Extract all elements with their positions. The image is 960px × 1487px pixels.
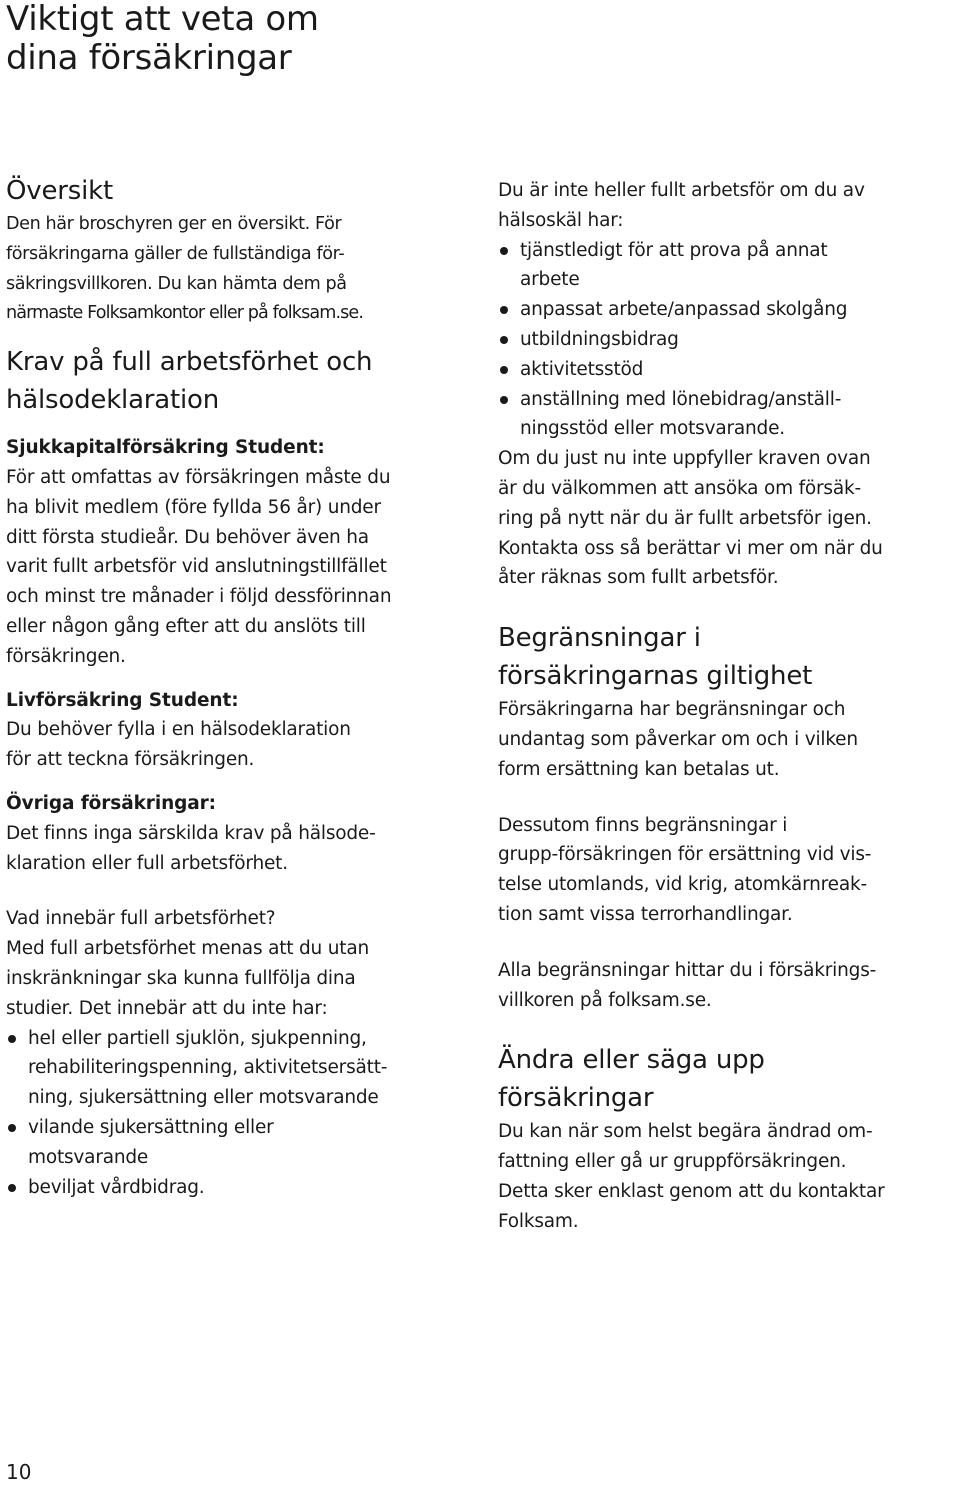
list-item: [498, 385, 958, 445]
text-line: Om du just nu inte uppfyller kraven ovan: [498, 448, 871, 470]
text-line: Alla begränsningar hittar du i försäkrings-: [498, 959, 877, 981]
text-line: Med full arbetsförhet menas att du utan: [6, 938, 369, 960]
oversikt-paragraph: [6, 210, 466, 329]
text-line: telse utomlands, vid krig, atomkärnreak-: [498, 874, 867, 896]
text-line: Dessutom finns begränsningar i: [498, 814, 788, 836]
list-item: [498, 295, 958, 325]
bullet-text-line: utbildningsbidrag: [520, 328, 679, 350]
text-line: grupp-försäkringen för ersättning vid vis-: [498, 844, 872, 866]
begransningar-paragraph-3: [498, 956, 958, 1016]
bullet-text-line: arbete: [520, 269, 580, 291]
oversikt-heading: Översikt: [6, 176, 113, 206]
text-line: Försäkringarna har begränsningar och: [498, 699, 846, 721]
text-line: närmaste Folksamkontor eller på folksam.se.: [6, 303, 364, 324]
andra-heading-line-1: Ändra eller säga upp: [498, 1045, 765, 1076]
krav-heading-line-1: Krav på full arbetsförhet och: [6, 347, 373, 378]
list-item: [6, 1113, 466, 1173]
bullet-text-line: hel eller partiell sjuklön, sjukpenning,: [28, 1027, 367, 1049]
bullet-text-line: aktivitetsstöd: [520, 358, 644, 380]
bullet-text-line: beviljat vårdbidrag.: [28, 1176, 205, 1198]
page-number: 10: [6, 1460, 32, 1484]
sjuk-label: Sjukkapitalförsäkring Student:: [6, 437, 325, 459]
text-line: säkringsvillkoren. Du kan hämta dem på: [6, 273, 347, 294]
text-line: villkoren på folksam.se.: [498, 989, 712, 1011]
text-line: Kontakta oss så berättar vi mer om när du: [498, 537, 883, 559]
text-line: hälsoskäl har:: [498, 209, 624, 231]
text-line: För att omfattas av försäkringen måste du: [6, 466, 391, 488]
list-item: [6, 1024, 466, 1113]
list-item: [498, 325, 958, 355]
text-line: inskränkningar ska kunna fullfölja dina: [6, 967, 356, 989]
text-line: undantag som påverkar om och i vilken: [498, 728, 858, 750]
text-line: Du kan när som helst begära ändrad om-: [498, 1121, 873, 1143]
bullet-text-line: vilande sjukersättning eller: [28, 1116, 274, 1138]
text-line: försäkringarna gäller de fullständiga för-: [6, 243, 345, 264]
bullet-text-line: motsvarande: [28, 1146, 149, 1168]
intro-bullet-list: [498, 236, 958, 445]
bullet-text-line: anställning med lönebidrag/anställ-: [520, 388, 842, 410]
list-item: [6, 1173, 466, 1203]
page-title: [6, 0, 476, 78]
text-line: fattning eller gå ur gruppförsäkringen.: [498, 1151, 847, 1173]
andra-heading: [498, 1041, 958, 1117]
text-line: tion samt vissa terrorhandlingar.: [498, 903, 793, 925]
text-line: ditt första studieår. Du behöver även ha: [6, 526, 369, 548]
ovriga-paragraph: [6, 819, 466, 879]
text-line: varit fullt arbetsför vid anslutningstillfället: [6, 556, 387, 578]
text-line: Den här broschyren ger en översikt. För: [6, 214, 342, 234]
vad-heading: Vad innebär full arbetsförhet?: [6, 908, 276, 930]
text-line: är du välkommen att ansöka om försäk-: [498, 477, 861, 499]
andra-paragraph: [498, 1117, 958, 1236]
page-title-line-2: dina försäkringar: [6, 38, 292, 78]
text-line: Det finns inga särskilda krav på hälsode-: [6, 822, 376, 844]
text-line: åter räknas som fullt arbetsför.: [498, 567, 779, 589]
krav-heading-line-2: hälsodeklaration: [6, 385, 220, 416]
begransningar-heading-line-2: försäkringarnas giltighet: [498, 661, 813, 692]
liv-label: Livförsäkring Student:: [6, 689, 239, 711]
right-column: [498, 172, 958, 1237]
text-line: ring på nytt när du är fullt arbetsför igen.: [498, 507, 872, 529]
text-line: studier. Det innebär att du inte har:: [6, 997, 328, 1019]
begransningar-heading-line-1: Begränsningar i: [498, 623, 701, 654]
liv-paragraph: [6, 715, 466, 775]
krav-heading: [6, 343, 466, 419]
ovriga-label: Övriga försäkringar:: [6, 792, 216, 814]
left-column: [6, 172, 466, 1202]
bullet-text-line: tjänstledigt för att prova på annat: [520, 239, 828, 261]
vad-paragraph: [6, 934, 466, 1023]
begransningar-paragraph-1: [498, 695, 958, 784]
andra-heading-line-2: försäkringar: [498, 1083, 654, 1114]
bullet-text-line: ningsstöd eller motsvarande.: [520, 418, 785, 440]
text-line: klaration eller full arbetsförhet.: [6, 852, 288, 874]
bullet-text-line: anpassat arbete/anpassad skolgång: [520, 299, 848, 321]
text-line: Detta sker enklast genom att du kontaktar: [498, 1180, 885, 1202]
intro-paragraph: [498, 176, 958, 236]
text-line: försäkringen.: [6, 645, 126, 667]
text-line: och minst tre månader i följd dessförinnan: [6, 586, 392, 608]
list-item: [498, 236, 958, 296]
bullet-text-line: ning, sjukersättning eller motsvarande: [28, 1087, 379, 1109]
vad-bullet-list: [6, 1024, 466, 1203]
text-line: för att teckna försäkringen.: [6, 749, 255, 771]
text-line: eller någon gång efter att du anslöts till: [6, 615, 366, 637]
text-line: Folksam.: [498, 1210, 579, 1232]
after-paragraph: [498, 444, 958, 593]
list-item: [498, 355, 958, 385]
begransningar-heading: [498, 619, 958, 695]
text-line: form ersättning kan betalas ut.: [498, 758, 780, 780]
bullet-text-line: rehabiliteringspenning, aktivitetsersätt-: [28, 1057, 388, 1079]
page-title-line-1: Viktigt att veta om: [6, 0, 319, 39]
begransningar-paragraph-2: [498, 811, 958, 930]
text-line: Du behöver fylla i en hälsodeklaration: [6, 719, 351, 741]
text-line: ha blivit medlem (före fyllda 56 år) under: [6, 496, 381, 518]
text-line: Du är inte heller fullt arbetsför om du av: [498, 180, 865, 201]
sjuk-paragraph: [6, 463, 466, 672]
